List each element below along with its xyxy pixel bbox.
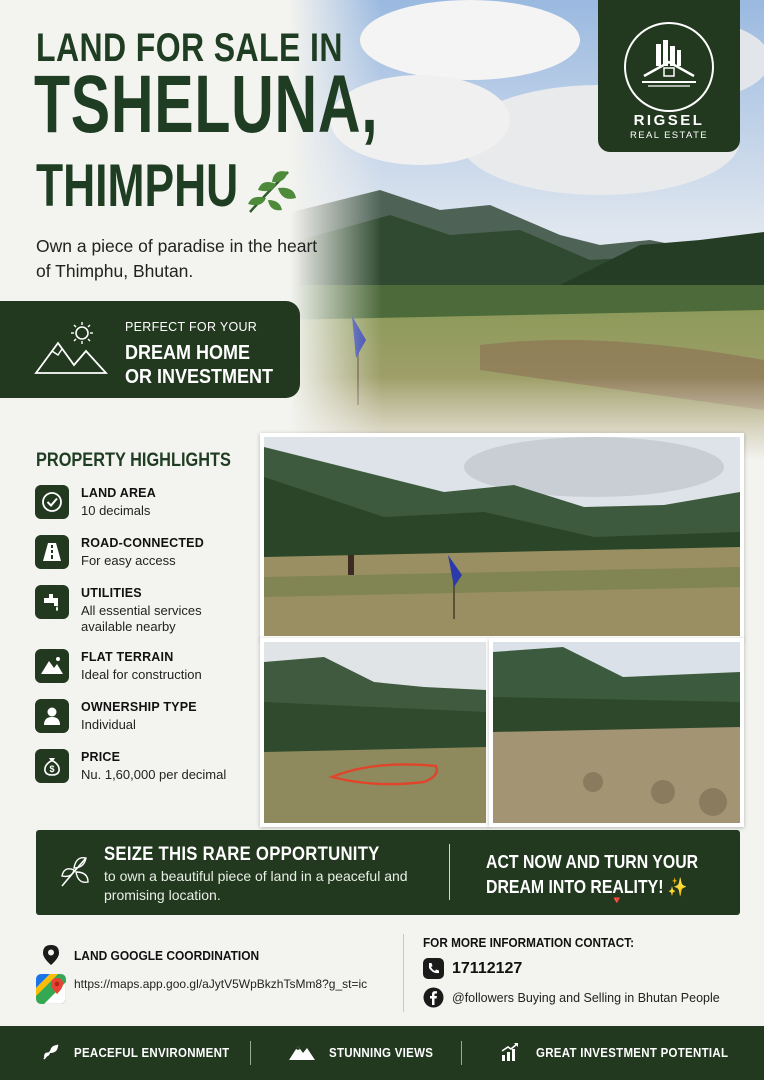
title-city: THIMPHU	[36, 152, 239, 219]
road-icon	[35, 535, 69, 569]
highlight-label: LAND AREA	[81, 486, 156, 500]
title-location: TSHELUNA,	[34, 59, 379, 150]
phone-number[interactable]: 17112127	[452, 960, 523, 977]
money-bag-icon	[35, 749, 69, 783]
land-photo-marked	[260, 638, 490, 827]
highlight-label: PRICE	[81, 750, 121, 764]
highlight-utilities	[35, 585, 255, 643]
coordinates-title: LAND GOOGLE COORDINATION	[74, 948, 260, 963]
facebook-icon	[423, 987, 444, 1013]
cta-line-2: DREAM INTO REALITY! ✨	[486, 877, 688, 897]
terrain-icon	[35, 649, 69, 683]
highlight-value: Nu. 1,60,000 per decimal	[81, 767, 227, 782]
title-line-1: LAND FOR SALE IN	[36, 26, 343, 70]
highlight-value: For easy access	[81, 553, 176, 568]
logo-subtitle: REAL ESTATE	[629, 130, 709, 141]
dream-headline	[125, 341, 273, 389]
highlight-label: ROAD-CONNECTED	[81, 536, 204, 550]
building-house-icon	[624, 22, 714, 112]
facebook-link[interactable]: @followers Buying and Selling in Bhutan People	[452, 991, 720, 1005]
highlight-ownership	[35, 699, 255, 749]
dream-line-2: OR INVESTMENT	[125, 366, 274, 388]
footer-bar	[0, 1026, 764, 1080]
highlight-value: Individual	[81, 717, 136, 732]
leaf-icon	[244, 164, 298, 221]
cta-line-1: ACT NOW AND TURN YOUR	[486, 852, 699, 872]
mountain-icon	[288, 1043, 316, 1066]
maps-link[interactable]: https://maps.app.goo.gl/aJytV5WpBkzhTsMm8?g_st=ic	[74, 977, 368, 991]
banner-text: to own a beautiful piece of land in a peaceful and promising location.	[104, 868, 408, 903]
footer-divider	[461, 1041, 462, 1065]
mountain-sun-icon	[34, 321, 108, 382]
check-circle-icon	[35, 485, 69, 519]
banner-heading: SEIZE THIS RARE OPPORTUNITY	[104, 844, 380, 865]
footer-divider	[250, 1041, 251, 1065]
company-logo	[598, 0, 740, 152]
water-tap-icon	[35, 585, 69, 619]
leaf-outline-icon	[58, 854, 90, 895]
footer-item-views: STUNNING VIEWS	[329, 1046, 434, 1060]
highlight-value: All essential services available nearby	[81, 603, 202, 634]
banner-divider	[449, 844, 450, 900]
contact-title: FOR MORE INFORMATION CONTACT:	[423, 936, 635, 950]
land-photo-field	[489, 638, 744, 827]
highlight-price	[35, 749, 255, 799]
dream-line-1: DREAM HOME	[125, 342, 251, 364]
dream-home-callout	[0, 301, 300, 398]
highlight-label: UTILITIES	[81, 586, 142, 600]
banner-cta	[486, 850, 698, 900]
highlight-terrain	[35, 649, 255, 699]
person-icon	[35, 699, 69, 733]
cta-emoji: 🔻	[610, 895, 624, 907]
dream-kicker: PERFECT FOR YOUR	[125, 320, 258, 334]
leaf-icon	[42, 1043, 60, 1066]
map-pin-icon	[42, 944, 60, 971]
highlight-road	[35, 535, 255, 585]
phone-icon	[423, 958, 444, 984]
land-photo-main	[260, 433, 744, 640]
subtitle: Own a piece of paradise in the heart of Thimphu, Bhutan.	[36, 236, 318, 281]
highlight-value: 10 decimals	[81, 503, 151, 518]
google-maps-icon	[36, 974, 66, 1009]
highlight-label: OWNERSHIP TYPE	[81, 700, 197, 714]
opportunity-banner	[36, 830, 740, 915]
logo-name: RIGSEL	[633, 112, 705, 129]
footer-item-peaceful: PEACEFUL ENVIRONMENT	[74, 1046, 230, 1060]
footer-item-investment: GREAT INVESTMENT POTENTIAL	[536, 1046, 729, 1060]
highlight-value: Ideal for construction	[81, 667, 202, 682]
highlight-land-area	[35, 485, 255, 535]
contact-divider	[403, 934, 404, 1012]
highlights-title: PROPERTY HIGHLIGHTS	[36, 450, 231, 471]
growth-chart-icon	[500, 1042, 520, 1067]
svg-text:$: $	[49, 764, 55, 774]
highlight-label: FLAT TERRAIN	[81, 650, 174, 664]
